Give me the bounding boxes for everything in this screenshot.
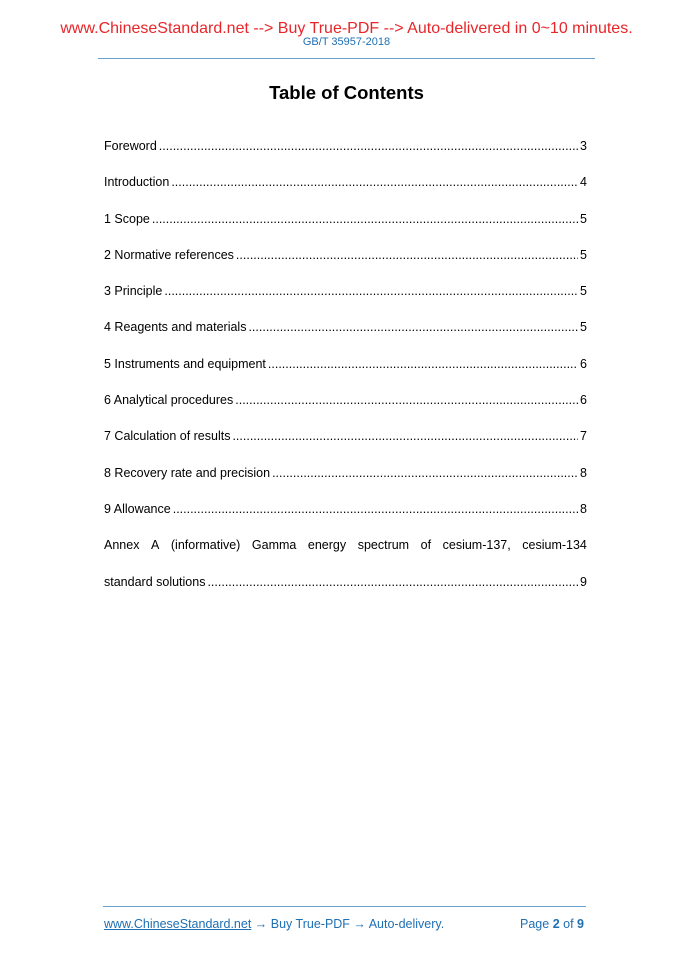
dot-leader bbox=[235, 391, 578, 409]
toc-entry-label: 8 Recovery rate and precision bbox=[104, 465, 271, 480]
dot-leader bbox=[207, 573, 578, 591]
toc-entry-page: 6 bbox=[580, 393, 587, 408]
toc-entry-scope[interactable] bbox=[104, 210, 587, 246]
dot-leader bbox=[272, 464, 578, 482]
footer-site-link[interactable]: www.ChineseStandard.net bbox=[104, 917, 252, 931]
toc-entry-page: 5 bbox=[580, 284, 587, 299]
document-code: GB/T 35957-2018 bbox=[302, 36, 391, 48]
toc-entry-page: 4 bbox=[580, 175, 587, 190]
dot-leader bbox=[173, 500, 578, 518]
dot-leader bbox=[152, 210, 578, 228]
page-footer bbox=[104, 915, 584, 933]
toc-entry-label: standard solutions bbox=[104, 574, 206, 589]
annex-word: energy bbox=[307, 538, 347, 553]
current-page: 2 bbox=[552, 917, 560, 931]
annex-word: of bbox=[420, 538, 432, 553]
toc-entry-introduction[interactable] bbox=[104, 173, 587, 209]
toc-entry-page: 5 bbox=[580, 247, 587, 262]
toc-entry-reagents[interactable] bbox=[104, 318, 587, 354]
of-word: of bbox=[563, 917, 574, 931]
annex-word: A bbox=[151, 538, 160, 553]
toc-entry-page: 7 bbox=[580, 429, 587, 444]
annex-word: cesium-134 bbox=[522, 538, 587, 553]
toc-entry-page: 8 bbox=[580, 465, 587, 480]
toc-entry-instruments[interactable] bbox=[104, 355, 587, 391]
annex-word: spectrum bbox=[357, 538, 410, 553]
toc-entry-calculation[interactable] bbox=[104, 427, 587, 463]
toc-entry-label: 1 Scope bbox=[104, 211, 150, 226]
toc-entry-page: 3 bbox=[580, 139, 587, 153]
toc-entry-page: 8 bbox=[580, 501, 587, 516]
total-pages: 9 bbox=[577, 917, 584, 931]
toc-entry-label: 6 Analytical procedures bbox=[104, 393, 234, 408]
dot-leader bbox=[268, 355, 578, 373]
toc-entry-label: 4 Reagents and materials bbox=[104, 320, 247, 335]
toc-entry-recovery-rate[interactable] bbox=[104, 464, 587, 500]
annex-word: Gamma bbox=[251, 538, 297, 553]
footer-divider bbox=[103, 906, 586, 907]
annex-word: Annex bbox=[104, 538, 140, 553]
toc-entry-annex-a[interactable] bbox=[104, 536, 587, 572]
dot-leader bbox=[164, 282, 578, 300]
promo-banner[interactable]: www.ChineseStandard.net --> Buy True-PDF --> Auto-delivered in 0~10 minutes. bbox=[60, 20, 633, 37]
page-title: Table of Contents bbox=[269, 82, 424, 103]
dot-leader bbox=[171, 173, 578, 191]
toc-entry-page: 5 bbox=[580, 320, 587, 335]
dot-leader bbox=[248, 318, 578, 336]
toc-entry-foreword[interactable] bbox=[104, 137, 587, 173]
dot-leader bbox=[232, 427, 578, 445]
toc-entry-analytical-procedures[interactable] bbox=[104, 391, 587, 427]
toc-entry-label: 7 Calculation of results bbox=[104, 429, 231, 444]
footer-tagline: → Buy True-PDF → Auto-delivery. bbox=[251, 917, 445, 931]
page-word: Page bbox=[520, 917, 550, 931]
toc-entry-label: 5 Instruments and equipment bbox=[104, 356, 266, 371]
toc-entry-principle[interactable] bbox=[104, 282, 587, 318]
toc-entry-normative-references[interactable] bbox=[104, 246, 587, 282]
dot-leader bbox=[159, 137, 578, 155]
dot-leader bbox=[236, 246, 578, 264]
toc-entry-label: Foreword bbox=[104, 139, 157, 153]
toc-entry-label: 2 Normative references bbox=[104, 247, 234, 262]
toc-entry-label: Introduction bbox=[104, 175, 170, 190]
page-indicator bbox=[520, 915, 584, 933]
toc-entry-annex-a-continued[interactable] bbox=[104, 573, 587, 609]
table-of-contents bbox=[104, 137, 587, 609]
toc-entry-page: 9 bbox=[580, 574, 587, 589]
toc-entry-label: 9 Allowance bbox=[104, 501, 171, 516]
toc-entry-page: 5 bbox=[580, 211, 587, 226]
toc-entry-allowance[interactable] bbox=[104, 500, 587, 536]
header-divider bbox=[98, 58, 595, 59]
annex-word: (informative) bbox=[170, 538, 241, 553]
toc-entry-label: 3 Principle bbox=[104, 284, 163, 299]
toc-entry-page: 6 bbox=[580, 356, 587, 371]
annex-word: cesium-137, bbox=[442, 538, 511, 553]
